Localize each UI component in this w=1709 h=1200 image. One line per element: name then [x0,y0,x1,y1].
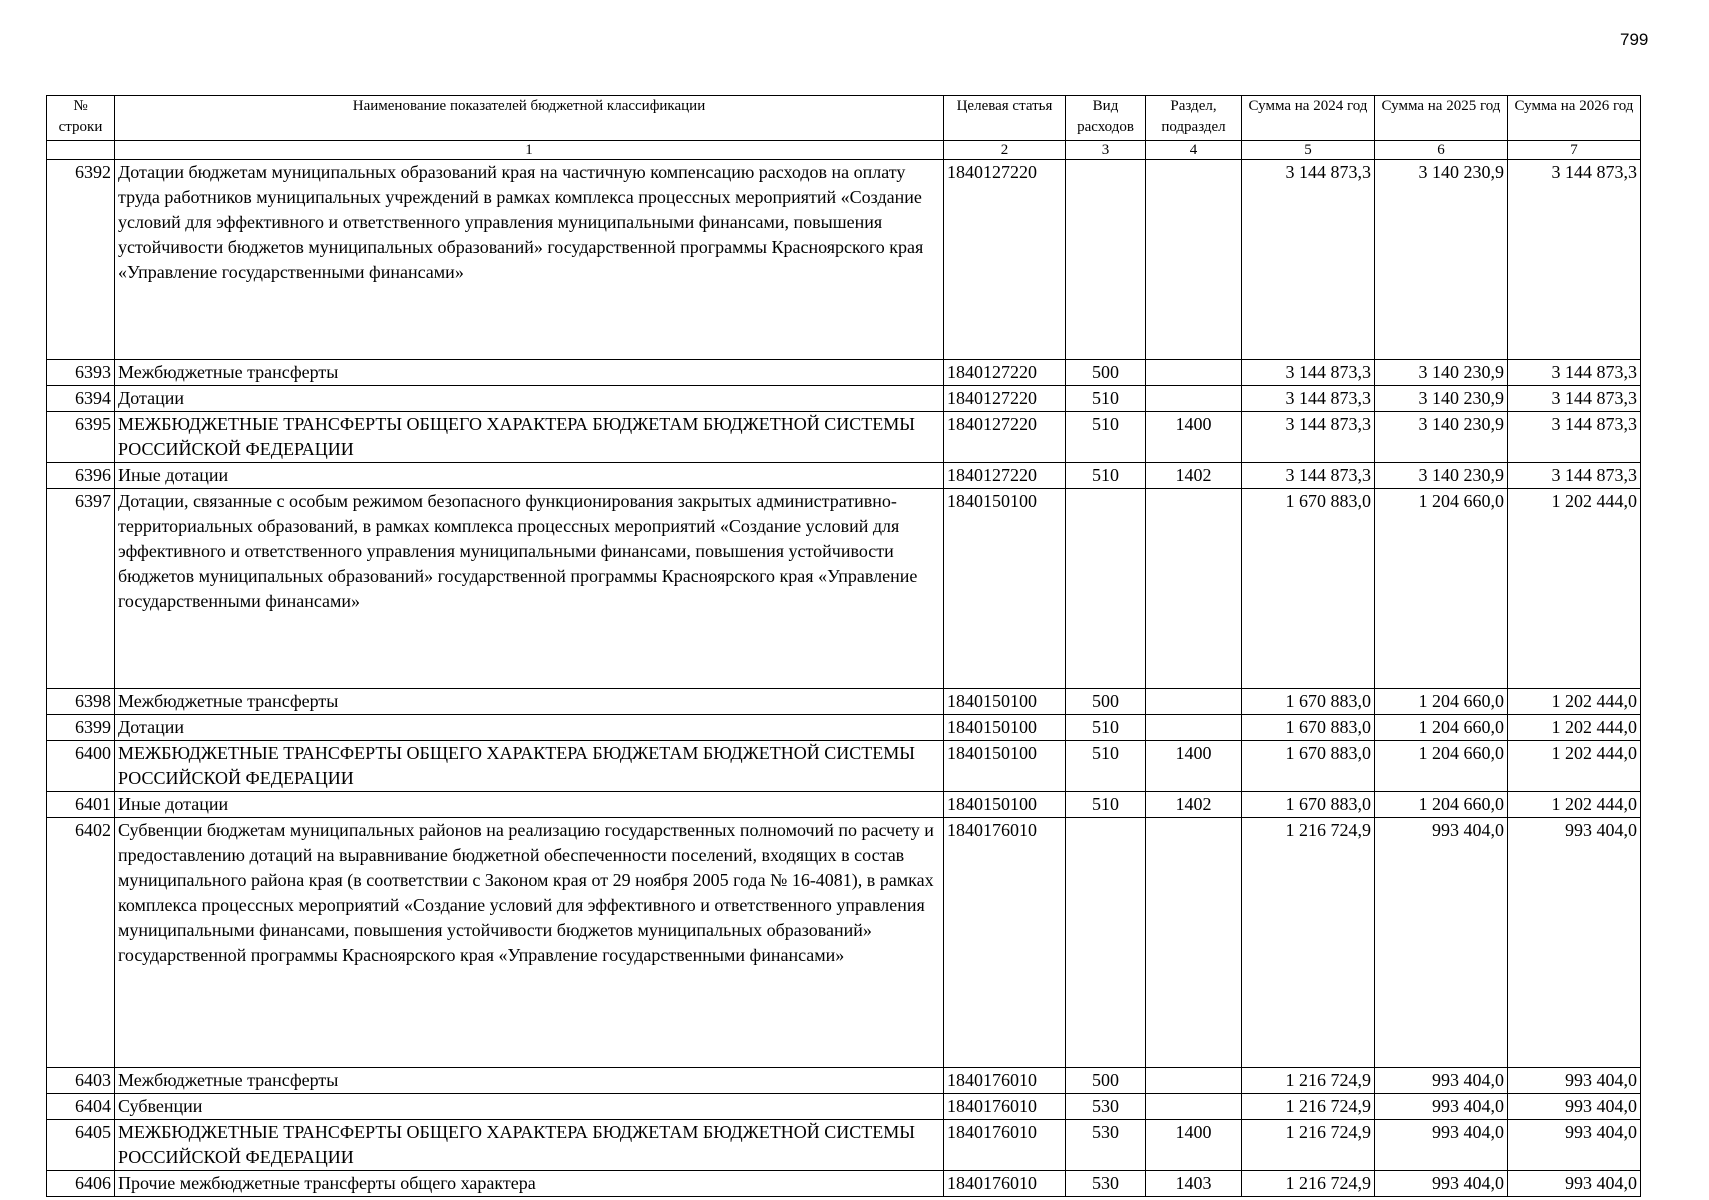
row-sum-2026: 993 404,0 [1508,1068,1641,1094]
table-row [47,489,1641,689]
row-sum-2025: 3 140 230,9 [1375,360,1508,386]
row-section: 1400 [1146,741,1242,792]
row-sum-2024: 1 216 724,9 [1242,1094,1375,1120]
row-type: 510 [1066,386,1146,412]
row-name: Субвенции бюджетам муниципальных районов на реализацию государственных полномочий по расчету и предоставлению дотаций на выравнивание бюджетной обеспеченности поселений, входящих в состав муниципального района края (в соответствии с Законом края от 29 ноября 2005 года № 16-4081), в рамках комплекса процессных мероприятий «Создание условий для эффективного и ответственного управления муниципальными финансами, повышения устойчивости бюджетов муниципальных образований» государственной программы Красноярского края «Управление государственными финансами» [115,818,944,1068]
header-row-number: № строки [47,96,115,141]
row-type: 510 [1066,715,1146,741]
row-name: Межбюджетные трансферты [115,360,944,386]
row-name: МЕЖБЮДЖЕТНЫЕ ТРАНСФЕРТЫ ОБЩЕГО ХАРАКТЕРА БЮДЖЕТАМ БЮДЖЕТНОЙ СИСТЕМЫ РОССИЙСКОЙ ФЕДЕРАЦИИ [115,1120,944,1171]
row-number: 6400 [47,741,115,792]
row-sum-2025: 993 404,0 [1375,1171,1508,1197]
row-target: 1840150100 [944,741,1066,792]
row-sum-2024: 1 670 883,0 [1242,792,1375,818]
row-target: 1840176010 [944,1094,1066,1120]
row-section: 1402 [1146,463,1242,489]
table-row [47,386,1641,412]
row-sum-2025: 1 204 660,0 [1375,792,1508,818]
row-type: 500 [1066,360,1146,386]
header-target-article: Целевая статья [944,96,1066,141]
row-name: МЕЖБЮДЖЕТНЫЕ ТРАНСФЕРТЫ ОБЩЕГО ХАРАКТЕРА БЮДЖЕТАМ БЮДЖЕТНОЙ СИСТЕМЫ РОССИЙСКОЙ ФЕДЕРАЦИИ [115,412,944,463]
row-target: 1840176010 [944,1068,1066,1094]
row-number: 6406 [47,1171,115,1197]
row-section [1146,386,1242,412]
row-type: 530 [1066,1094,1146,1120]
row-target: 1840150100 [944,489,1066,689]
row-sum-2024: 1 216 724,9 [1242,1068,1375,1094]
header-number-5: 5 [1242,141,1375,160]
row-sum-2026: 3 144 873,3 [1508,160,1641,360]
row-type: 510 [1066,412,1146,463]
row-sum-2026: 993 404,0 [1508,1120,1641,1171]
header-number-6: 6 [1375,141,1508,160]
row-type [1066,818,1146,1068]
row-sum-2024: 1 670 883,0 [1242,715,1375,741]
row-sum-2025: 1 204 660,0 [1375,489,1508,689]
row-target: 1840127220 [944,160,1066,360]
row-sum-2025: 3 140 230,9 [1375,386,1508,412]
table-row [47,1094,1641,1120]
row-sum-2025: 993 404,0 [1375,818,1508,1068]
row-section [1146,360,1242,386]
row-section: 1400 [1146,412,1242,463]
header-sum-2024: Сумма на 2024 год [1242,96,1375,141]
row-section [1146,489,1242,689]
header-section: Раздел, подраздел [1146,96,1242,141]
row-section [1146,689,1242,715]
table-row [47,1068,1641,1094]
row-type: 500 [1066,689,1146,715]
row-target: 1840176010 [944,818,1066,1068]
header-number-blank [47,141,115,160]
row-number: 6398 [47,689,115,715]
row-target: 1840150100 [944,715,1066,741]
row-sum-2024: 3 144 873,3 [1242,360,1375,386]
header-expense-type: Вид расходов [1066,96,1146,141]
row-sum-2026: 1 202 444,0 [1508,489,1641,689]
budget-table [46,95,1641,1197]
row-name: Прочие межбюджетные трансферты общего характера [115,1171,944,1197]
table-row [47,689,1641,715]
row-target: 1840176010 [944,1120,1066,1171]
row-sum-2025: 1 204 660,0 [1375,715,1508,741]
row-number: 6403 [47,1068,115,1094]
row-type [1066,489,1146,689]
row-sum-2026: 3 144 873,3 [1508,360,1641,386]
header-indicator-name: Наименование показателей бюджетной классификации [115,96,944,141]
row-sum-2026: 993 404,0 [1508,1094,1641,1120]
row-sum-2024: 3 144 873,3 [1242,463,1375,489]
header-number-2: 2 [944,141,1066,160]
row-number: 6397 [47,489,115,689]
row-sum-2024: 1 670 883,0 [1242,741,1375,792]
row-target: 1840127220 [944,386,1066,412]
row-sum-2026: 993 404,0 [1508,818,1641,1068]
row-number: 6394 [47,386,115,412]
row-type: 510 [1066,741,1146,792]
row-number: 6399 [47,715,115,741]
row-name: Межбюджетные трансферты [115,1068,944,1094]
row-name: Дотации бюджетам муниципальных образований края на частичную компенсацию расходов на оплату труда работников муниципальных учреждений в рамках комплекса процессных мероприятий «Создание условий для эффективного и ответственного управления муниципальными финансами, повышения устойчивости бюджетов муниципальных образований» государственной программы Красноярского края «Управление государственными финансами» [115,160,944,360]
row-number: 6405 [47,1120,115,1171]
row-sum-2025: 993 404,0 [1375,1094,1508,1120]
row-number: 6404 [47,1094,115,1120]
row-section [1146,1068,1242,1094]
row-number: 6396 [47,463,115,489]
row-type [1066,160,1146,360]
row-target: 1840176010 [944,1171,1066,1197]
table-row [47,412,1641,463]
table-row [47,792,1641,818]
row-target: 1840150100 [944,689,1066,715]
row-sum-2024: 1 670 883,0 [1242,489,1375,689]
row-sum-2026: 1 202 444,0 [1508,792,1641,818]
header-number-7: 7 [1508,141,1641,160]
row-number: 6402 [47,818,115,1068]
row-sum-2024: 1 670 883,0 [1242,689,1375,715]
row-name: Иные дотации [115,792,944,818]
row-target: 1840127220 [944,412,1066,463]
table-row [47,160,1641,360]
row-type: 500 [1066,1068,1146,1094]
row-type: 510 [1066,792,1146,818]
row-sum-2024: 3 144 873,3 [1242,160,1375,360]
row-type: 530 [1066,1171,1146,1197]
table-row [47,715,1641,741]
row-name: Субвенции [115,1094,944,1120]
header-number-3: 3 [1066,141,1146,160]
row-sum-2026: 1 202 444,0 [1508,715,1641,741]
header-number-4: 4 [1146,141,1242,160]
row-sum-2025: 3 140 230,9 [1375,412,1508,463]
row-number: 6392 [47,160,115,360]
header-sum-2026: Сумма на 2026 год [1508,96,1641,141]
row-sum-2026: 3 144 873,3 [1508,463,1641,489]
table-row [47,1171,1641,1197]
row-sum-2025: 1 204 660,0 [1375,741,1508,792]
row-sum-2026: 1 202 444,0 [1508,689,1641,715]
row-number: 6395 [47,412,115,463]
row-sum-2026: 1 202 444,0 [1508,741,1641,792]
row-name: МЕЖБЮДЖЕТНЫЕ ТРАНСФЕРТЫ ОБЩЕГО ХАРАКТЕРА БЮДЖЕТАМ БЮДЖЕТНОЙ СИСТЕМЫ РОССИЙСКОЙ ФЕДЕРАЦИИ [115,741,944,792]
row-sum-2024: 1 216 724,9 [1242,1120,1375,1171]
header-number-1: 1 [115,141,944,160]
table-row [47,818,1641,1068]
row-name: Дотации [115,715,944,741]
row-name: Иные дотации [115,463,944,489]
row-sum-2024: 3 144 873,3 [1242,412,1375,463]
row-sum-2026: 3 144 873,3 [1508,386,1641,412]
row-name: Дотации [115,386,944,412]
table-row [47,741,1641,792]
row-section: 1400 [1146,1120,1242,1171]
row-section: 1402 [1146,792,1242,818]
page-number: 799 [1620,30,1649,49]
row-target: 1840150100 [944,792,1066,818]
row-type: 530 [1066,1120,1146,1171]
row-target: 1840127220 [944,360,1066,386]
row-number: 6393 [47,360,115,386]
row-sum-2025: 1 204 660,0 [1375,689,1508,715]
row-section [1146,818,1242,1068]
row-name: Межбюджетные трансферты [115,689,944,715]
row-target: 1840127220 [944,463,1066,489]
row-number: 6401 [47,792,115,818]
row-sum-2024: 1 216 724,9 [1242,1171,1375,1197]
row-type: 510 [1066,463,1146,489]
row-section: 1403 [1146,1171,1242,1197]
row-sum-2024: 3 144 873,3 [1242,386,1375,412]
row-sum-2025: 993 404,0 [1375,1120,1508,1171]
row-sum-2025: 3 140 230,9 [1375,160,1508,360]
row-section [1146,160,1242,360]
row-sum-2025: 3 140 230,9 [1375,463,1508,489]
row-sum-2024: 1 216 724,9 [1242,818,1375,1068]
row-sum-2026: 3 144 873,3 [1508,412,1641,463]
row-section [1146,715,1242,741]
row-name: Дотации, связанные с особым режимом безопасного функционирования закрытых административно-территориальных образований, в рамках комплекса процессных мероприятий «Создание условий для эффективного и ответственного управления муниципальными финансами, повышения устойчивости бюджетов муниципальных образований» государственной программы Красноярского края «Управление государственными финансами» [115,489,944,689]
row-sum-2026: 993 404,0 [1508,1171,1641,1197]
row-sum-2025: 993 404,0 [1375,1068,1508,1094]
header-sum-2025: Сумма на 2025 год [1375,96,1508,141]
table-row [47,463,1641,489]
table-row [47,360,1641,386]
row-section [1146,1094,1242,1120]
table-row [47,1120,1641,1171]
